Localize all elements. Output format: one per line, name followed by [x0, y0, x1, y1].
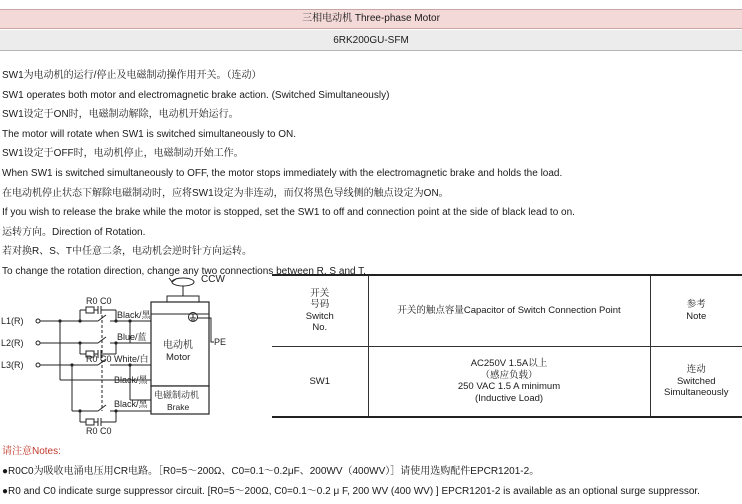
cell-note: 连动 Switched Simultaneously — [650, 346, 742, 417]
wire-label: White/白 — [114, 354, 149, 364]
description-line: 若对换R、S、T中任意二条，电动机会逆时针方向运转。 — [2, 246, 252, 258]
ground-label: PE — [214, 337, 227, 347]
header-capacitor: 开关的触点容量Capacitor of Switch Connection Point — [368, 275, 650, 346]
note-line: ●R0C0为吸收电涌电压用CR电路。［R0=5～200Ω、C0=0.1～0.2μF、200WV（400WV）］请使用选购配件EPCR1201-2。 — [2, 466, 540, 477]
wiring-diagram — [0, 268, 268, 436]
description-block — [2, 66, 740, 282]
header-switch-no: 开关 号码 Switch No. — [272, 275, 368, 346]
brake-label-en: Brake — [167, 402, 190, 412]
supply-line-l3: L3(R) — [1, 360, 24, 370]
description-line: SW1 operates both motor and electromagnetic brake action. (Switched Simultaneously) — [2, 89, 390, 101]
wire-label: Black/黑 — [114, 399, 148, 409]
rotation-arrow-icon — [169, 278, 194, 296]
motor-label-zh: 电动机 — [163, 340, 193, 351]
cell-capacity: AC250V 1.5A以上 （感应负载） 250 VAC 1.5 A minimum (Inductive Load) — [368, 346, 650, 417]
description-line: 在电动机停止状态下解除电磁制动时，应将SW1设定为非连动，而仅将黑色导线侧的触点设定为ON。 — [2, 187, 449, 199]
description-line: SW1设定于OFF时，电动机停止，电磁制动开始工作。 — [2, 148, 244, 160]
rc-label-top: R0 C0 — [86, 296, 112, 306]
description-line: When SW1 is switched simultaneously to OFF, the motor stops immediately with the electromagnetic brake and holds the load. — [2, 167, 563, 179]
wire-label: Black/黑 — [114, 375, 148, 385]
description-line: SW1为电动机的运行/停止及电磁制动操作用开关。（连动） — [2, 70, 262, 81]
section-title: 三相电动机 Three-phase Motor — [0, 9, 742, 29]
description-line: If you wish to release the brake while the motor is stopped, set the SW1 to off and connection point at the side of black lead to on. — [2, 207, 575, 219]
description-line: 运转方向。Direction of Rotation. — [2, 226, 146, 238]
brake-label-zh: 电磁制动机 — [154, 390, 200, 400]
header-note: 参考 Note — [650, 275, 742, 346]
notes-title: 请注意Notes: — [2, 446, 61, 457]
wire-label: Black/黑 — [117, 310, 151, 320]
notes-block — [2, 442, 742, 502]
rc-label-mid: R0 C0 — [86, 354, 112, 364]
switch-spec-table — [272, 274, 742, 418]
note-line: ●R0 and C0 indicate surge suppressor circuit. [R0=5～200Ω, C0=0.1～0.2 μ F, 200 WV (400 WV) ] EPCR1201-2 is available as an optional surge suppressor. — [2, 486, 700, 497]
description-line: SW1设定于ON时，电磁制动解除，电动机开始运行。 — [2, 109, 239, 121]
table-row — [272, 346, 742, 417]
description-line: The motor will rotate when SW1 is switched simultaneously to ON. — [2, 128, 296, 140]
rotation-label: CCW — [201, 274, 225, 285]
description-line: To change the rotation direction, change any two connections between R, S and T. — [2, 265, 366, 277]
wire-label: Blue/蓝 — [117, 332, 147, 342]
rc-label-bottom: R0 C0 — [86, 426, 112, 436]
table-header-row — [272, 275, 742, 346]
model-number: 6RK200GU-SFM — [0, 30, 742, 51]
cell-switch: SW1 — [272, 346, 368, 417]
supply-line-l1: L1(R) — [1, 316, 24, 326]
supply-line-l2: L2(R) — [1, 338, 24, 348]
motor-label-en: Motor — [166, 352, 191, 363]
motor-shaft — [167, 296, 199, 302]
